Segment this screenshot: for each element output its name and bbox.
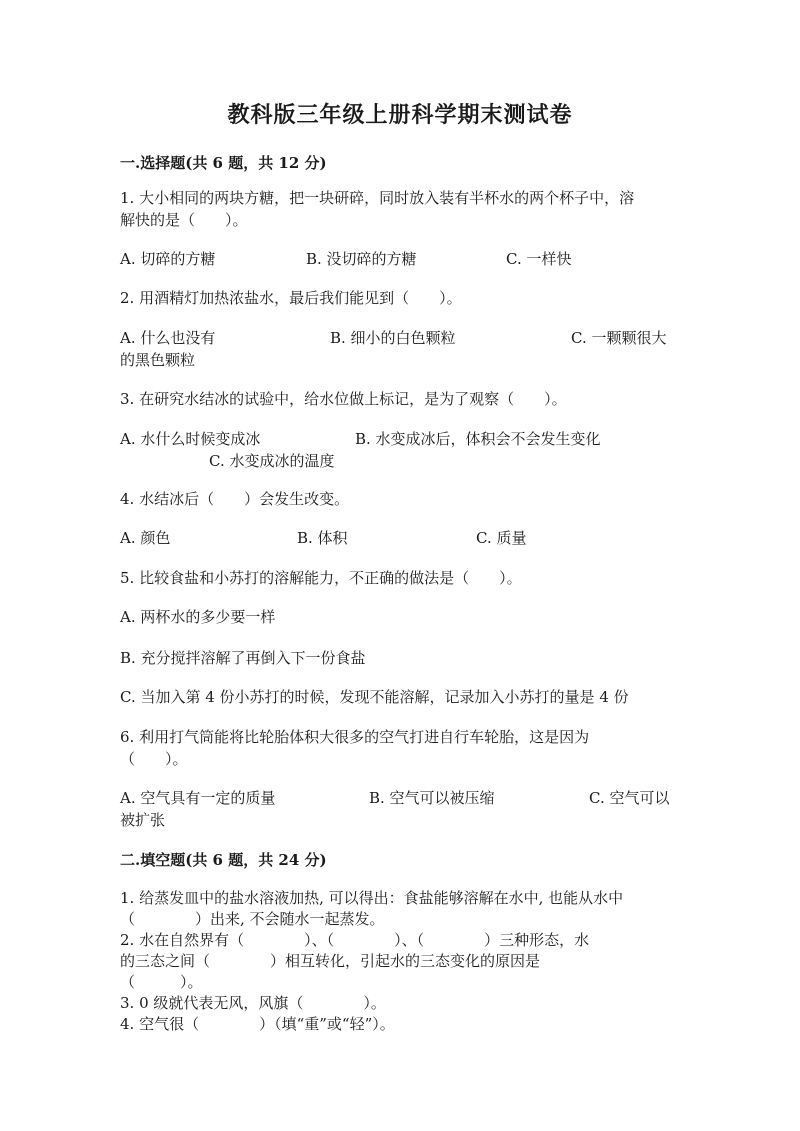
question-4-option-c: C. 质量	[476, 529, 527, 547]
question-6-option-c-cont: 被扩张	[120, 811, 166, 829]
question-2-option-c: C. 一颗颗很大	[571, 329, 667, 347]
fill-1-text-cont: （ ）出来, 不会随水一起蒸发。	[120, 910, 385, 928]
question-2-option-a: A. 什么也没有	[120, 329, 216, 347]
question-4-option-a: A. 颜色	[120, 529, 171, 547]
question-6-text: 6. 利用打气筒能将比轮胎体积大很多的空气打进自行车轮胎，这是因为	[120, 728, 590, 746]
question-2-text: 2. 用酒精灯加热浓盐水，最后我们能见到（ ）。	[120, 289, 462, 307]
question-1-option-b: B. 没切碎的方糖	[306, 250, 417, 268]
question-5-option-b: B. 充分搅拌溶解了再倒入下一份食盐	[120, 649, 366, 667]
fill-4-text: 4. 空气很（ ）（填“重”或“轻”）。	[120, 1015, 395, 1033]
question-2-option-b: B. 细小的白色颗粒	[330, 329, 456, 347]
question-6-text-cont: （ ）。	[120, 750, 188, 768]
section-choice-heading: 一.选择题(共 6 题，共 12 分)	[120, 154, 327, 172]
question-3-option-b: B. 水变成冰后，体积会不会发生变化	[355, 430, 601, 448]
fill-2-text-cont: 的三态之间（ ）相互转化，引起水的三态变化的原因是	[120, 952, 541, 970]
question-6-option-a: A. 空气具有一定的质量	[120, 789, 276, 807]
question-1-text-cont: 解快的是（ ）。	[120, 211, 248, 229]
fill-3-text: 3. 0 级就代表无风，风旗（ ）。	[120, 994, 386, 1012]
question-3-option-c: C. 水变成冰的温度	[209, 452, 335, 470]
question-3-text: 3. 在研究水结冰的试验中，给水位做上标记，是为了观察（ ）。	[120, 390, 567, 408]
fill-2-text: 2. 水在自然界有（ ）、（ ）、（ ）三种形态，水	[120, 931, 590, 949]
question-4-text: 4. 水结冰后（ ）会发生改变。	[120, 490, 350, 508]
question-6-option-b: B. 空气可以被压缩	[369, 789, 495, 807]
question-5-text: 5. 比较食盐和小苏打的溶解能力，不正确的做法是（ ）。	[120, 569, 522, 587]
question-5-option-c: C. 当加入第 4 份小苏打的时候，发现不能溶解，记录加入小苏打的量是 4 份	[120, 688, 629, 706]
question-1-text: 1. 大小相同的两块方糖，把一块研碎，同时放入装有半杯水的两个杯子中，溶	[120, 189, 635, 207]
question-4-option-b: B. 体积	[297, 529, 348, 547]
page-title: 教科版三年级上册科学期末测试卷	[227, 102, 573, 128]
fill-1-text: 1. 给蒸发皿中的盐水溶液加热, 可以得出：食盐能够溶解在水中, 也能从水中	[120, 889, 624, 907]
question-1-option-a: A. 切碎的方糖	[120, 250, 216, 268]
question-5-option-a: A. 两杯水的多少要一样	[120, 608, 276, 626]
fill-2-text-cont2: （ ）。	[120, 973, 203, 991]
section-fill-heading: 二.填空题(共 6 题，共 24 分)	[120, 851, 327, 869]
question-3-option-a: A. 水什么时候变成冰	[120, 430, 261, 448]
question-2-option-c-cont: 的黑色颗粒	[120, 351, 196, 369]
question-6-option-c: C. 空气可以	[589, 789, 670, 807]
question-1-option-c: C. 一样快	[506, 250, 572, 268]
